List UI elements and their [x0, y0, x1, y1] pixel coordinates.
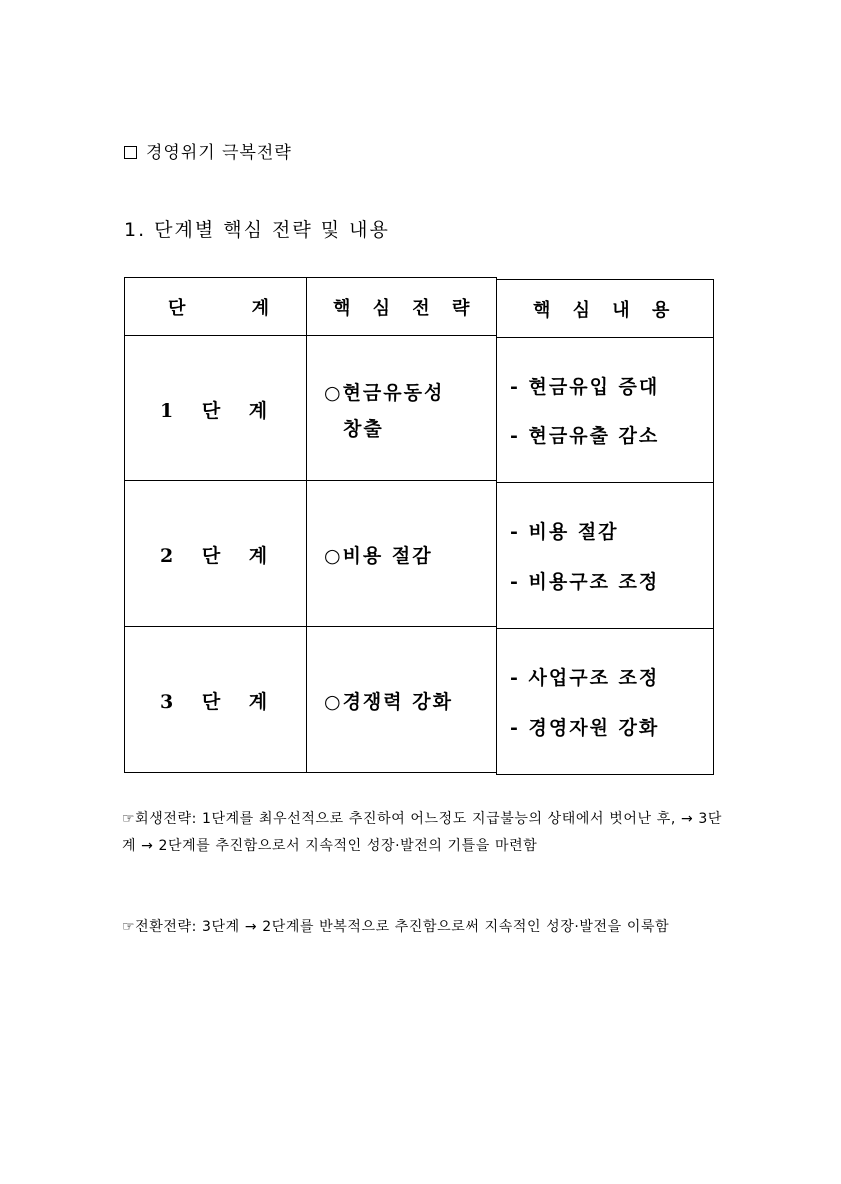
checkbox-icon — [124, 146, 137, 159]
row2-strategy-line1: ○비용 절감 — [324, 545, 433, 567]
header-strategy: 핵 심 전 략 — [333, 298, 478, 319]
row1-content-2: - 현금유출 감소 — [510, 425, 660, 447]
header-content: 핵 심 내 용 — [533, 300, 678, 321]
row3-strategy-line1: ○경쟁력 강화 — [324, 691, 453, 713]
note-transition-strategy: ☞전환전략: 3단계 → 2단계를 반복적으로 추진함으로써 지속적인 성장·발전을 이룩함 — [122, 919, 670, 935]
row3-content-cell — [496, 628, 714, 775]
row3-content-2: - 경영자원 강화 — [510, 717, 660, 739]
subtitle: 1. 단계별 핵심 전략 및 내용 — [124, 219, 390, 241]
row3-stage: 3 단 계 — [160, 691, 279, 713]
header-stage: 단 계 — [168, 298, 300, 319]
row3-content-1: - 사업구조 조정 — [510, 667, 660, 689]
note-recovery-strategy: ☞회생전략: 1단계를 최우선적으로 추진하여 어느정도 지급불능의 상태에서 벗어난 후, → 3단계 → 2단계를 추진함으로서 지속적인 성장·발전의 기틀을 마련함 — [122, 811, 722, 854]
row1-content-1: - 현금유입 증대 — [510, 376, 660, 398]
row2-content-2: - 비용구조 조정 — [510, 571, 660, 593]
section-title-text: 경영위기 극복전략 — [146, 143, 292, 163]
row2-stage: 2 단 계 — [160, 545, 279, 567]
row2-content-cell — [496, 482, 714, 629]
row1-strategy-line1: ○현금유동성 — [324, 382, 445, 404]
section-title — [124, 138, 292, 163]
row1-content-cell — [496, 337, 714, 483]
row1-stage: 1 단 계 — [160, 400, 279, 422]
row1-strategy-line2: 창출 — [343, 418, 384, 440]
row2-content-1: - 비용 절감 — [510, 521, 619, 543]
row1-strategy-cell — [306, 335, 497, 481]
